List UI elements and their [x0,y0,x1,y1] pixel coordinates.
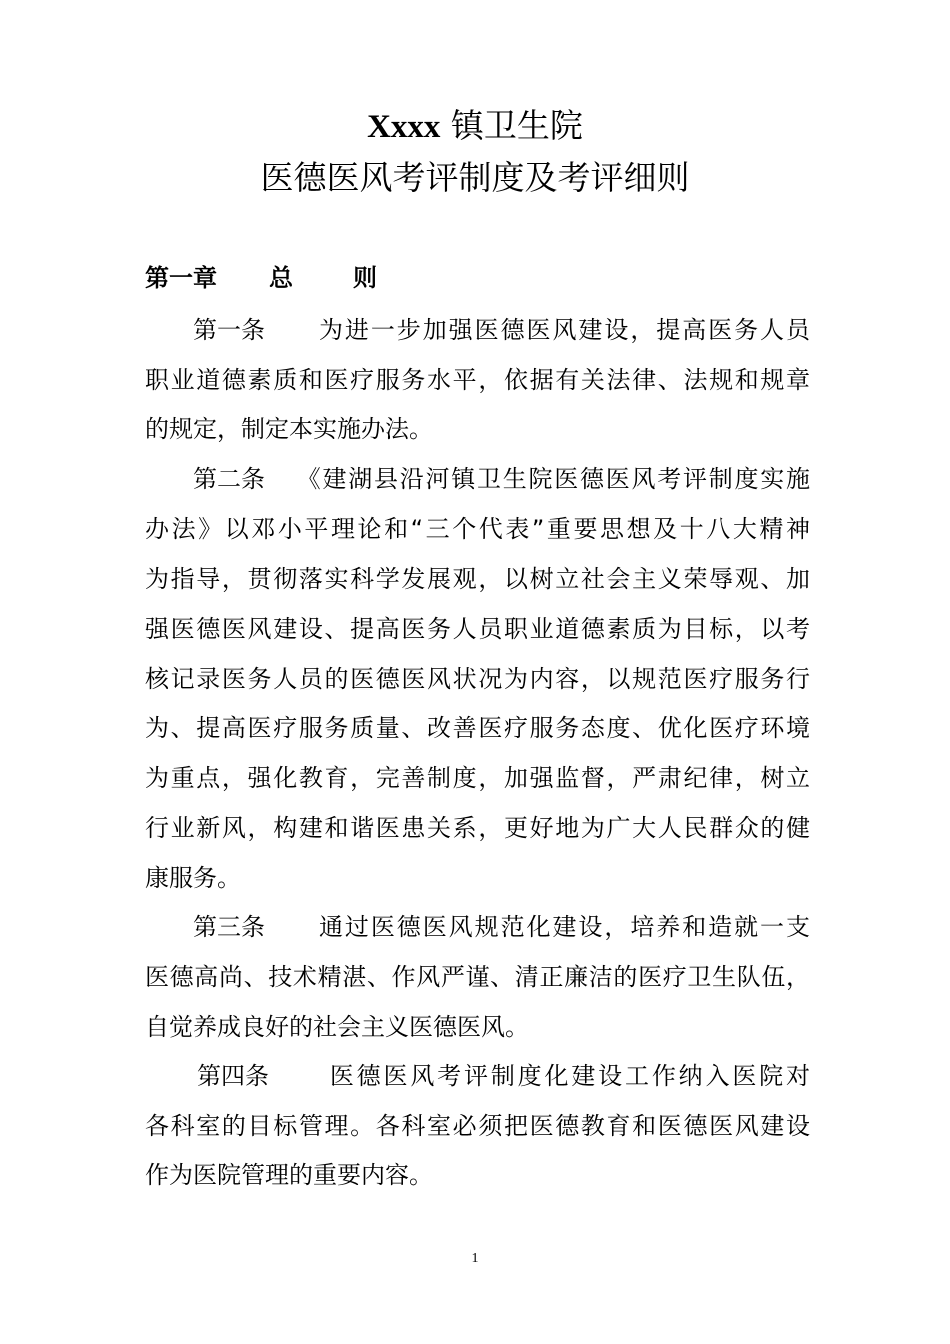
chapter-heading [145,260,377,296]
title-town-name: Xxxx [367,109,441,145]
article-3-line-1 [193,909,810,945]
article-1-line-3: 的规定，制定本实施办法。 [145,415,433,443]
article-2-text: 《建湖县沿河镇卫生院医德医风考评制度实施 [295,465,810,493]
article-1-line-2: 职业道德素质和医疗服务水平，依据有关法律、法规和规章 [145,366,810,394]
article-2-line-2: 办法》以邓小平理论和“三个代表”重要思想及十八大精神 [145,515,810,543]
chapter-title-part-1: 总 [269,264,293,292]
chapter-number: 第一章 [145,264,217,292]
article-3-line-3: 自觉养成良好的社会主义医德医风。 [145,1013,529,1041]
article-3-number: 第三条 [193,913,265,941]
article-3-line-2: 医德高尚、技术精湛、作风严谨、清正廉洁的医疗卫生队伍， [145,963,810,991]
article-4-line-3: 作为医院管理的重要内容。 [145,1161,433,1189]
article-2-line-6: 为、提高医疗服务质量、改善医疗服务态度、优化医疗环境 [145,714,810,742]
article-4-text: 医德医风考评制度化建设工作纳入医院对 [327,1062,810,1090]
article-1-line-1 [193,312,810,348]
article-2-number: 第二条 [193,465,265,493]
article-4-line-1 [197,1058,810,1094]
article-3-text: 通过医德医风规范化建设，培养和造就一支 [317,913,810,941]
article-2-line-1 [193,461,810,497]
chapter-title-part-2: 则 [353,264,377,292]
document-title-line-2: 医德医风考评制度及考评细则 [260,158,690,197]
article-1-number: 第一条 [193,316,265,344]
article-4-line-2: 各科室的目标管理。各科室必须把医德教育和医德医风建设 [145,1112,810,1140]
article-4-number: 第四条 [197,1062,269,1090]
title-hospital-name: 镇卫生院 [450,106,583,145]
article-2-line-4: 强医德医风建设、提高医务人员职业道德素质为目标，以考 [145,615,810,643]
article-2-line-3: 为指导，贯彻落实科学发展观，以树立社会主义荣辱观、加 [145,565,810,593]
article-2-line-5: 核记录医务人员的医德医风状况为内容，以规范医疗服务行 [145,665,810,693]
article-2-line-7: 为重点，强化教育，完善制度，加强监督，严肃纪律，树立 [145,764,810,792]
article-2-line-8: 行业新风，构建和谐医患关系，更好地为广大人民群众的健 [145,814,810,842]
article-1-text: 为进一步加强医德医风建设，提高医务人员 [317,316,810,344]
article-2-line-9: 康服务。 [145,864,241,892]
page-number: 1 [471,1251,479,1266]
document-title-line-1 [0,106,950,147]
